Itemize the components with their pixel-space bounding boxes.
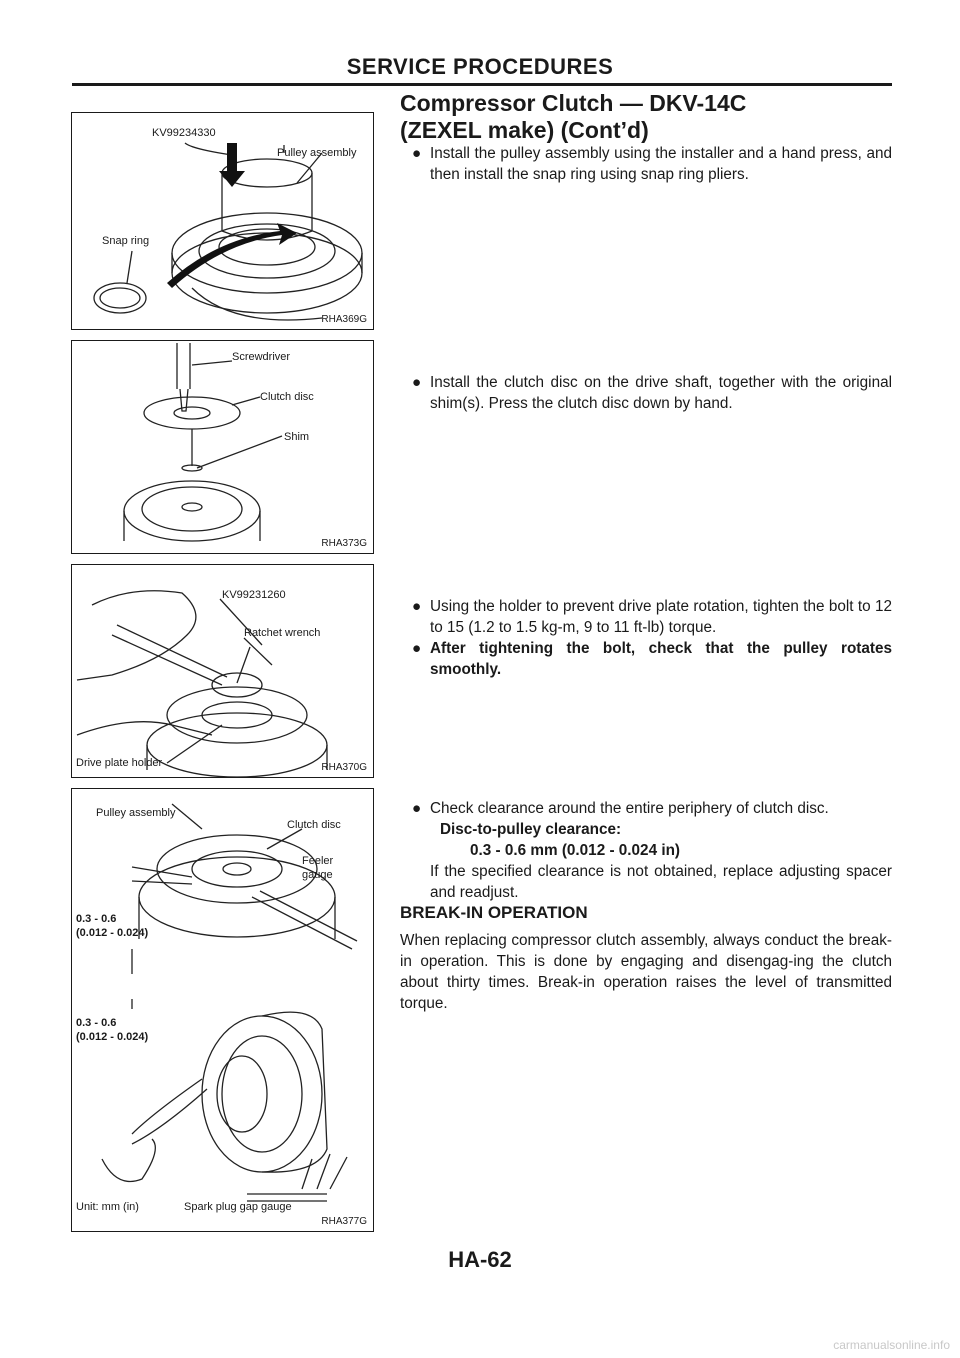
bullet-icon: ●: [412, 800, 422, 817]
figure-label: 0.3 - 0.6: [76, 1017, 117, 1029]
spec-label: Disc-to-pulley clearance:: [440, 821, 622, 838]
figure-id: RHA369G: [321, 314, 367, 325]
step-note: If the specified clearance is not obtained, replace adjusting spacer and readjust.: [430, 863, 892, 901]
page-number: HA-62: [448, 1247, 512, 1272]
step-check-clearance: [412, 798, 892, 903]
break-in-heading: BREAK-IN OPERATION: [400, 903, 588, 922]
step-tighten-bolt: [412, 596, 892, 680]
header-rule: [72, 83, 892, 86]
figure-label: Drive plate holder: [76, 757, 163, 769]
step-caution-text: After tightening the bolt, check that the pulley rotates smoothly.: [430, 640, 892, 678]
figure-label: Shim: [284, 431, 310, 443]
figure-label: Pulley assembly: [96, 807, 176, 819]
bullet-icon: ●: [412, 640, 422, 657]
clutch-disc-illustration: [72, 341, 374, 554]
section-title-line2: (ZEXEL make) (Cont’d): [400, 117, 649, 143]
step-install-pulley: [412, 143, 892, 185]
section-title: [400, 90, 746, 144]
figure-id: RHA377G: [321, 1216, 367, 1227]
step-install-clutch-disc: [412, 372, 892, 414]
step-text: Check clearance around the entire periphery of clutch disc.: [430, 800, 829, 817]
figure-pulley-install: [71, 112, 374, 330]
watermark: carmanualsonline.info: [833, 1338, 950, 1352]
step-text: Install the pulley assembly using the installer and a hand press, and then install the snap ring using snap ring pliers.: [430, 145, 892, 183]
page-header-title: SERVICE PROCEDURES: [346, 54, 614, 79]
figure-id: RHA373G: [321, 538, 367, 549]
figure-clearance-check: [71, 788, 374, 1232]
section-title-line1: Compressor Clutch — DKV-14C: [400, 90, 747, 116]
pulley-install-illustration: [72, 113, 374, 330]
figure-label: Snap ring: [102, 235, 150, 247]
figure-label: Clutch disc: [260, 391, 314, 403]
break-in-paragraph: When replacing compressor clutch assembly, always conduct the break-in operation. This is done by engaging and disengag-ing the clutch about thirty times. Break-in operation raises the level of transmitted torque.: [400, 932, 892, 1012]
spec-value: 0.3 - 0.6 mm (0.012 - 0.024 in): [470, 842, 681, 859]
figure-label: Clutch disc: [287, 819, 341, 831]
figure-label: 0.3 - 0.6: [76, 913, 117, 925]
figure-clutch-disc-install: [71, 340, 374, 554]
figure-label: (0.012 - 0.024): [76, 1031, 149, 1043]
figure-label: Ratchet wrench: [244, 627, 321, 639]
bullet-icon: ●: [412, 374, 422, 391]
step-text: Using the holder to prevent drive plate rotation, tighten the bolt to 12 to 15 (1.2 to 1.5 kg-m, 9 to 11 ft-lb) torque.: [430, 598, 892, 636]
bullet-icon: ●: [412, 598, 422, 615]
figure-label: Unit: mm (in): [76, 1201, 139, 1213]
figure-id: RHA370G: [321, 762, 367, 773]
figure-label: KV99231260: [222, 589, 286, 601]
bullet-icon: ●: [412, 145, 422, 162]
figure-label: (0.012 - 0.024): [76, 927, 149, 939]
figure-label: Screwdriver: [232, 351, 291, 363]
figure-label: Pulley assembly: [277, 147, 357, 159]
figure-label: Spark plug gap gauge: [184, 1201, 292, 1213]
step-text: Install the clutch disc on the drive shaft, together with the original shim(s). Press the clutch disc down by hand.: [430, 374, 892, 412]
figure-label: gauge: [302, 869, 333, 881]
figure-bolt-tighten: [71, 564, 374, 778]
figure-label: Feeler: [302, 855, 334, 867]
figure-label: KV99234330: [152, 127, 216, 139]
